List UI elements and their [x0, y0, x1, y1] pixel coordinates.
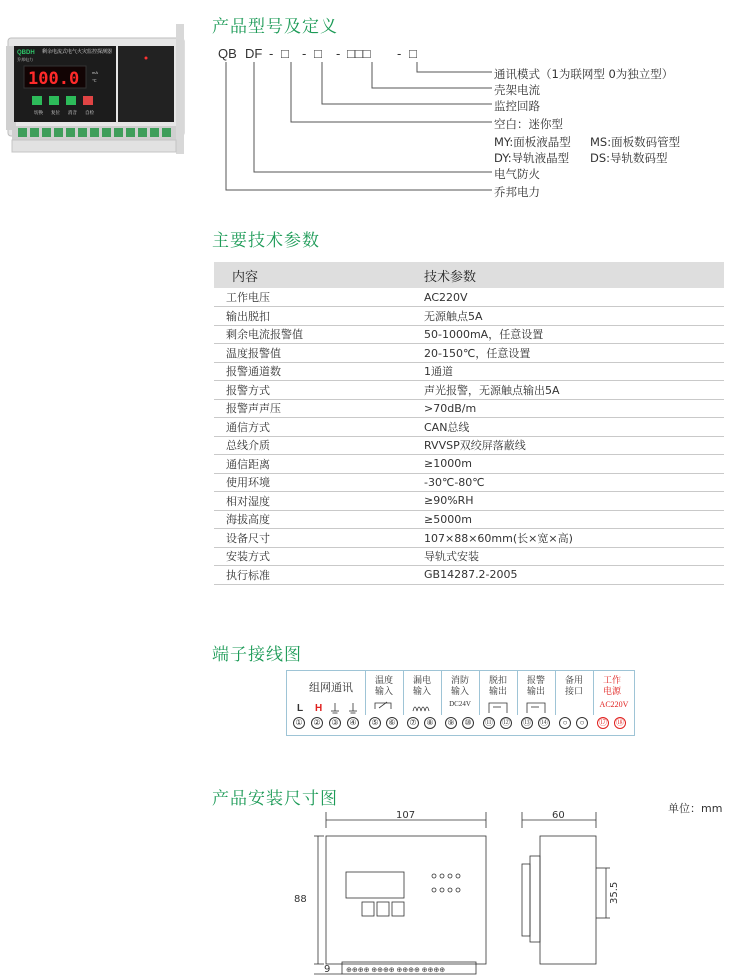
table-row: 相对湿度 ≥90%RH: [214, 492, 724, 511]
table-row: 温度报警值 20-150℃，任意设置: [214, 344, 724, 363]
terminal-3: ③: [329, 717, 341, 729]
dim-depth: 60: [552, 810, 565, 821]
table-row: 使用环境 -30℃-80℃: [214, 473, 724, 492]
table-row: 通信方式 CAN总线: [214, 418, 724, 437]
terminal-14: ⑭: [540, 718, 548, 727]
svg-text:消音: 消音: [68, 110, 77, 115]
def-blank: 空白：迷你型: [494, 117, 563, 131]
svg-text:复位: 复位: [51, 110, 60, 115]
def-dy: DY:导轨液晶型: [494, 151, 570, 165]
table-row: 设备尺寸 107×88×60mm(长×宽×高): [214, 529, 724, 548]
model-code-diagram: [212, 40, 722, 200]
spec-table: [214, 262, 724, 585]
terminal-group-alarm: 报警输出: [526, 675, 545, 696]
model-section-title: 产品型号及定义: [212, 17, 338, 37]
def-ds: DS:导轨数码型: [590, 151, 668, 165]
terminal-16: ○: [576, 717, 588, 729]
terminal-12: ⑫: [502, 718, 510, 727]
unit-label: 单位：mm: [668, 802, 723, 815]
svg-text:□: □: [314, 46, 322, 61]
table-row: 海拔高度 ≥5000m: [214, 510, 724, 529]
svg-text:□□□: □□□: [347, 46, 371, 61]
table-row: 剩余电流报警值 50-1000mA，任意设置: [214, 325, 724, 344]
terminal-4: ④: [347, 717, 359, 729]
svg-text:-: -: [269, 46, 274, 61]
terminal-5: ⑤: [369, 717, 381, 729]
terminal-6: ⑥: [386, 717, 398, 729]
table-row: 输出脱扣 无源触点5A: [214, 307, 724, 326]
svg-text:℃: ℃: [92, 78, 97, 83]
terminal-1: ①: [293, 717, 305, 729]
terminal-symbols: [287, 699, 636, 717]
terminal-13: ⑬: [523, 718, 531, 727]
front-terminal-strip: ⊕⊕⊕⊕ ⊕⊕⊕⊕ ⊕⊕⊕⊕ ⊕⊕⊕⊕: [346, 966, 446, 974]
spec-table-header: [214, 262, 724, 288]
spec-header-item: 内容: [214, 262, 424, 288]
svg-text:□: □: [281, 46, 289, 61]
install-dimension-drawing: [290, 806, 620, 979]
dim-width: 107: [396, 810, 416, 821]
svg-text:-: -: [336, 46, 341, 61]
table-row: 报警通道数 1通道: [214, 362, 724, 381]
terminal-group-temp: 温度输入: [374, 675, 393, 696]
dim-bottom: 9: [324, 964, 331, 975]
code-qb: QB: [218, 46, 237, 61]
terminal-group-spare: 备用接口: [564, 675, 583, 696]
def-comm-mode: 通讯模式（1为联网型 0为独立型）: [494, 67, 674, 81]
terminal-diagram: [286, 670, 635, 736]
terminal-8: ⑧: [424, 717, 436, 729]
code-df: DF: [245, 46, 263, 61]
terminal-group-power: 工作电源: [602, 675, 621, 696]
table-row: 总线介质 RVVSP双绞屏落蔽线: [214, 436, 724, 455]
def-brand: 乔邦电力: [494, 185, 540, 199]
svg-text:自检: 自检: [85, 110, 94, 115]
terminal-section-title: 端子接线图: [212, 645, 302, 665]
terminal-17: ⑰: [599, 718, 607, 727]
terminal-group-fire: 消防输入: [450, 675, 469, 696]
dim-rail: 35.5: [609, 881, 620, 904]
terminal-group-network: 组网通讯: [309, 682, 353, 694]
svg-text:mA: mA: [92, 70, 98, 75]
svg-text:切换: 切换: [34, 110, 43, 115]
def-loops: 监控回路: [494, 99, 540, 113]
spec-header-value: 技术参数: [424, 262, 724, 288]
table-row: 通信距离 ≥1000m: [214, 455, 724, 474]
terminal-11: ⑪: [485, 718, 493, 727]
specs-section-title: 主要技术参数: [212, 231, 320, 251]
terminal-2: ②: [311, 717, 323, 729]
install-section-title: 产品安装尺寸图: [212, 789, 338, 809]
table-row: 工作电压 AC220V: [214, 288, 724, 307]
device-photo: [6, 18, 186, 158]
svg-text:剩余电流式电气火灾监控探测器: 剩余电流式电气火灾监控探测器: [42, 49, 113, 55]
svg-text:-: -: [302, 46, 307, 61]
terminal-fire-dc24v: DC24V: [449, 700, 471, 708]
terminal-group-leak: 漏电输入: [412, 675, 431, 696]
display-value: 100.0: [28, 69, 80, 89]
table-row: 报警声声压 >70dB/m: [214, 399, 724, 418]
dim-height: 88: [294, 894, 307, 905]
terminal-power-ac220v: AC220V: [599, 700, 629, 709]
terminal-18: ⑱: [616, 718, 624, 727]
table-row: 报警方式 声光报警，无源触点输出5A: [214, 381, 724, 400]
terminal-7: ⑦: [407, 717, 419, 729]
terminal-10: ⑩: [462, 717, 474, 729]
terminal-label-l: L: [297, 703, 304, 714]
svg-text:□: □: [409, 46, 417, 61]
brand-logo: QBDH: [17, 50, 35, 56]
def-my: MY:面板液晶型: [494, 135, 571, 149]
table-row: 执行标准 GB14287.2-2005: [214, 566, 724, 585]
terminal-group-trip: 脱扣输出: [488, 675, 507, 696]
def-fire: 电气防火: [494, 167, 540, 181]
def-frame-current: 壳架电流: [494, 83, 540, 97]
terminal-15: ○: [559, 717, 571, 729]
terminal-9: ⑨: [445, 717, 457, 729]
svg-text:乔邦电力: 乔邦电力: [17, 57, 33, 62]
def-ms: MS:面板数码管型: [590, 135, 681, 149]
terminal-label-h: H: [315, 703, 323, 714]
table-row: 安装方式 导轨式安装: [214, 547, 724, 566]
svg-text:-: -: [397, 46, 402, 61]
